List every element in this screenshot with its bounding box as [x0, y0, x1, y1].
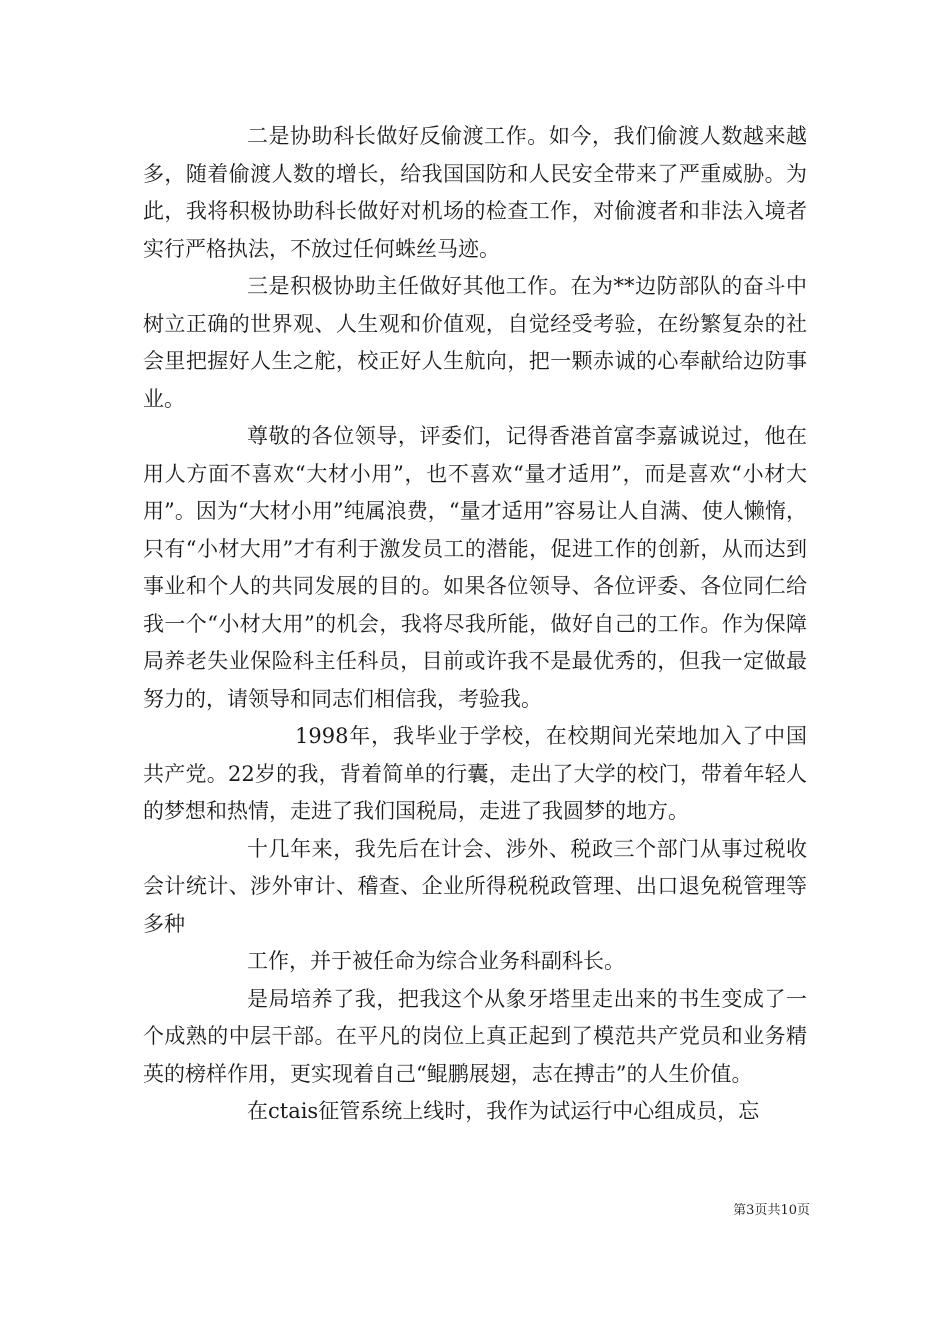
paragraph-graduation: 1998年，我毕业于学校，在校期间光荣地加入了中国共产党。22岁的我，背着简单的行囊，走出了大学的校门，带着年轻人的梦想和热情，走进了我们国税局，走进了我圆梦的地方。	[143, 724, 807, 823]
body-text	[143, 118, 807, 1131]
paragraph-ctais: 在ctais征管系统上线时，我作为试运行中心组成员，忘	[247, 1099, 760, 1123]
paragraph-appointment: 工作，并于被任命为综合业务科副科长。	[247, 949, 625, 973]
paragraph-career: 十几年来，我先后在计会、涉外、税政三个部门从事过税收会计统计、涉外审计、稽查、企业所得税税政管理、出口退免税管理等多种	[143, 836, 807, 936]
paragraph-cultivation: 是局培养了我，把我这个从象牙塔里走出来的书生变成了一个成熟的中层干部。在平凡的岗位上真正起到了模范共产党员和业务精英的榜样作用，更实现着自己“鲲鹏展翅，志在搏击”的人生价值。	[143, 986, 807, 1086]
paragraph-anti-smuggling: 二是协助科长做好反偷渡工作。如今，我们偷渡人数越来越多，随着偷渡人数的增长，给我国国防和人民安全带来了严重威胁。为此，我将积极协助科长做好对机场的检查工作，对偷渡者和非法入境者实行严格执法，不放过任何蛛丝马迹。	[143, 124, 807, 261]
paragraph-other-work: 三是积极协助主任做好其他工作。在为**边防部队的奋斗中树立正确的世界观、人生观和价值观，自觉经受考验，在纷繁复杂的社会里把握好人生之舵，校正好人生航向，把一颗赤诚的心奉献给边防事业。	[143, 274, 807, 411]
page-number: 第3页共10页	[733, 1203, 810, 1218]
paragraph-address-leaders: 尊敬的各位领导，评委们，记得香港首富李嘉诚说过，他在用人方面不喜欢“大材小用”，也不喜欢“量才适用”，而是喜欢“小材大用”。因为“大材小用”纯属浪费，“量才适用”容易让人自满、使人懒惰，只有“小材大用”才有利于激发员工的潜能，促进工作的创新，从而达到事业和个人的共同发展的目的。如果各位领导、各位评委、各位同仁给我一个“小材大用”的机会，我将尽我所能，做好自己的工作。作为保障局养老失业保险科主任科员，目前或许我不是最优秀的，但我一定做最努力的，请领导和同志们相信我，考验我。	[143, 424, 807, 711]
